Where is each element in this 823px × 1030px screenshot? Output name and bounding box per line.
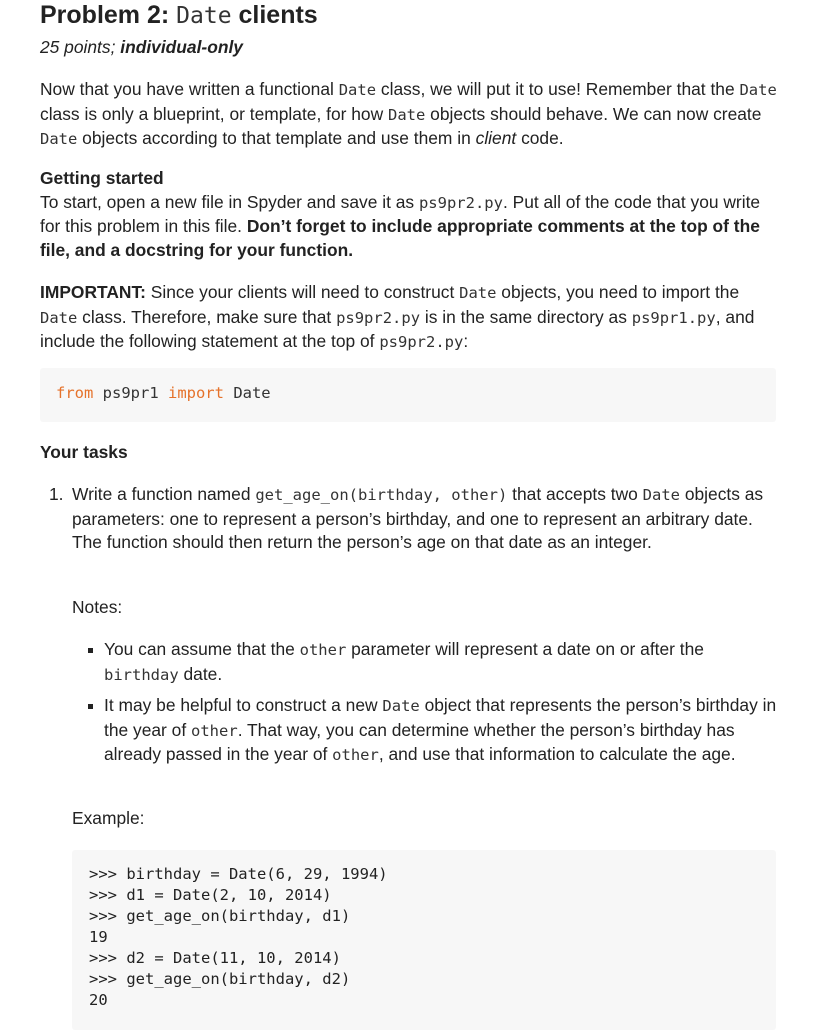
- paragraph-text: class. Therefore, make sure that: [77, 306, 337, 327]
- note-text: , and use that information to calculate the age.: [378, 744, 736, 764]
- paragraph-text: , and include the following statement at the top of: [40, 306, 755, 351]
- note-text: . That way, you can determine whether the person’s birthday has already passed in the year of: [104, 719, 735, 764]
- code-line: >>> d1 = Date(2, 10, 2014): [89, 886, 332, 904]
- keyword-import: import: [167, 384, 224, 402]
- paragraph-text: objects, you need to import the: [496, 282, 740, 302]
- inline-code: Date: [739, 81, 777, 99]
- inline-code: other: [299, 641, 347, 659]
- task-text: that accepts two: [507, 484, 643, 504]
- title-prefix: Problem 2:: [40, 1, 177, 29]
- task-number: 1.: [49, 484, 64, 504]
- inline-code: Date: [387, 105, 426, 124]
- notes-label: Notes:: [72, 597, 123, 617]
- note-text: object that represents the person’s birthday in the year of: [104, 695, 777, 740]
- task-text: objects as parameters: one to represent a person’s birthday, and one to represent an arbitrary date. The function should then return the person’s age on that date as an integer.: [72, 484, 764, 552]
- code-line: 20: [89, 991, 108, 1009]
- important-label: IMPORTANT:: [40, 282, 146, 302]
- code-line: >>> get_age_on(birthday, d1): [89, 907, 351, 925]
- task-text: Write a function named: [72, 484, 256, 504]
- inline-code: Date: [338, 81, 377, 99]
- your-tasks-heading: Your tasks: [40, 442, 128, 462]
- intro-text: Now that you have written a functional: [40, 79, 339, 99]
- intro-text: code.: [516, 128, 564, 148]
- paragraph-text: . Put all of the code that you write for this problem in this file.: [40, 191, 761, 236]
- keyword-from: from: [56, 384, 94, 402]
- title-suffix: clients: [231, 1, 318, 29]
- bullet-icon: [88, 704, 93, 709]
- import-statement: [56, 383, 271, 404]
- code-line: >>> d2 = Date(11, 10, 2014): [89, 949, 341, 967]
- getting-started-heading: Getting started: [40, 168, 164, 188]
- inline-code: ps9pr1.py: [631, 308, 716, 327]
- inline-code: ps9pr2.py: [379, 333, 464, 351]
- bold-reminder: Don’t forget to include appropriate comments at the top of the file, and a docstring for your function.: [40, 216, 760, 260]
- inline-code: ps9pr2.py: [418, 193, 503, 212]
- inline-code: Date: [382, 697, 420, 715]
- note-bullet: [104, 638, 780, 687]
- import-name: Date: [223, 384, 271, 402]
- inline-code: Date: [40, 130, 78, 148]
- example-lines: [89, 864, 388, 1011]
- note-text: parameter will represent a date on or after the: [346, 639, 704, 659]
- important-paragraph: [40, 281, 780, 355]
- title-code: Date: [176, 3, 232, 29]
- note-text: It may be helpful to construct a new: [104, 695, 383, 715]
- code-line: >>> birthday = Date(6, 29, 1994): [89, 865, 388, 883]
- task-description: [72, 483, 778, 555]
- example-code-block: [72, 850, 776, 1030]
- paragraph-text: is in the same directory as: [420, 306, 632, 327]
- individual-only-text: individual-only: [120, 37, 243, 57]
- code-line: >>> get_age_on(birthday, d2): [89, 970, 351, 988]
- note-text: You can assume that the: [104, 639, 300, 659]
- inline-code: other: [191, 721, 238, 740]
- intro-text: class is only a blueprint, or template, for how: [40, 103, 388, 124]
- code-line: 19: [89, 928, 108, 946]
- getting-started-paragraph: [40, 191, 780, 263]
- inline-code: Date: [40, 308, 78, 327]
- bullet-icon: [88, 648, 93, 653]
- intro-text: class, we will put it to use! Remember that the: [376, 79, 740, 99]
- inline-code: other: [332, 746, 379, 764]
- note-bullet: [104, 694, 780, 768]
- emphasis-text: client: [475, 128, 517, 148]
- getting-started-section: [40, 167, 780, 262]
- inline-code: ps9pr2.py: [336, 308, 421, 327]
- paragraph-text: To start, open a new file in Spyder and save it as: [40, 191, 419, 212]
- module-name: ps9pr1: [93, 384, 168, 402]
- inline-code: Date: [459, 284, 497, 302]
- inline-code: get_age_on(birthday, other): [255, 486, 508, 504]
- inline-code: Date: [642, 486, 680, 504]
- import-code-block: [40, 368, 776, 422]
- intro-paragraph: [40, 78, 780, 152]
- paragraph-text: Since your clients will need to construct: [145, 282, 460, 302]
- problem-title: [40, 0, 318, 31]
- intro-text: objects according to that template and use them in: [77, 128, 476, 148]
- paragraph-text: :: [463, 331, 469, 351]
- example-label: Example:: [72, 808, 145, 828]
- points-text: 25 points;: [40, 37, 121, 57]
- points-subtitle: [40, 36, 243, 60]
- note-text: date.: [178, 663, 223, 684]
- inline-code: birthday: [104, 665, 179, 684]
- intro-text: objects should behave. We can now create: [425, 103, 762, 124]
